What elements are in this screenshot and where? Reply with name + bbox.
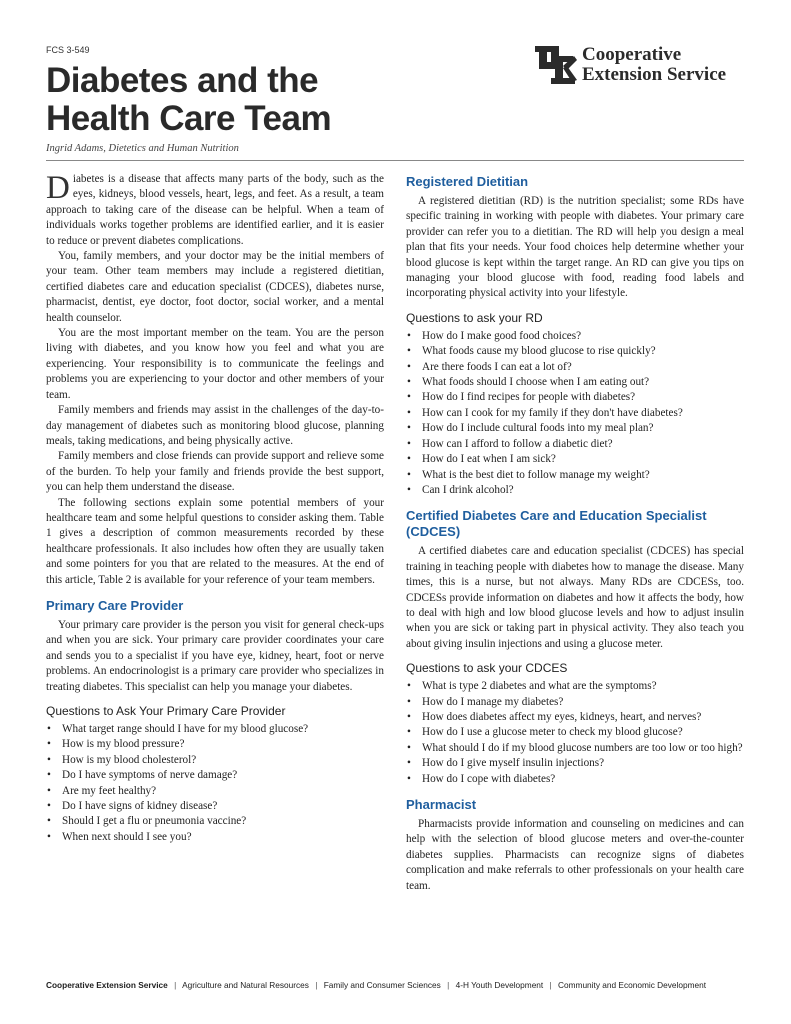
- title-line-2: Health Care Team: [46, 99, 332, 138]
- uk-extension-logo: [534, 44, 749, 86]
- list-item: • Can I drink alcohol?: [420, 483, 744, 498]
- list-item: • How do I use a glucose meter to check my blood glucose?: [420, 725, 744, 740]
- list-item: • What is the best diet to follow manage my weight?: [420, 468, 744, 483]
- list-item: • How do I manage my diabetes?: [420, 695, 744, 710]
- list-item: • Are my feet healthy?: [60, 784, 384, 799]
- registered-dietitian-text: A registered dietitian (RD) is the nutrition specialist; some RDs have specific training in working with people with diabetes. Your primary care provider can refer you to a dietitian. The RD will help you design a meal plan that fits your needs. Your food choices help determine whether your blood glucose is kept within the target range. An RD can give you tips on managing your blood glucose with food, reading food labels and incorporating physical activity into your lifestyle.: [406, 195, 744, 300]
- cdces-text: A certified diabetes care and education specialist (CDCES) has special training in teaching people with diabetes how to manage the disease. Many times, this is a nurse, but not always. Many RDs are CDCESs, too. CDCESs provide information on diabetes and how it affects the body, how to deal with high and low blood glucose levels and how to adjust insulin when you are sick or taking part in physical activity. They also teach you about giving insulin injections and using a glucose meter.: [406, 545, 744, 650]
- list-item: • How can I afford to follow a diabetic diet?: [420, 437, 744, 452]
- paragraph-team-members: You, family members, and your doctor may be the initial members of your team. Other team members may include a registered dietitian, certified diabetes care and education specialist (CDCES), diabetes nurse, pharmacist, dentist, eye doctor, foot doctor, social worker, and a mental health counselor.: [46, 250, 384, 324]
- questions-heading-primary-care: Questions to Ask Your Primary Care Provider: [46, 704, 286, 718]
- logo-text-cooperative: Cooperative: [582, 44, 682, 65]
- list-item: • How do I eat when I am sick?: [420, 452, 744, 467]
- list-item: • How does diabetes affect my eyes, kidneys, heart, and nerves?: [420, 710, 744, 725]
- primary-care-questions-list: [46, 722, 384, 845]
- left-column: [46, 172, 384, 845]
- paragraph-support: Family members and close friends can provide support and relieve some of the burden. To help your family and friends provide the best support, you can help them understand the disease.: [46, 450, 384, 494]
- list-item: • What foods cause my blood glucose to rise quickly?: [420, 344, 744, 359]
- list-item: • Should I get a flu or pneumonia vaccine?: [60, 814, 384, 829]
- header-divider: [46, 160, 744, 161]
- paragraph-family: Family members and friends may assist in the challenges of the day-to-day management of diabetes such as monitoring blood glucose, planning meals, taking medications, and being physically active.: [46, 404, 384, 447]
- intro-paragraph: [46, 172, 384, 249]
- footer-unit-fcs: Family and Consumer Sciences: [323, 980, 441, 990]
- list-item: • What foods should I choose when I am eating out?: [420, 375, 744, 390]
- author-byline: Ingrid Adams, Dietetics and Human Nutrition: [46, 143, 239, 154]
- list-item: • How is my blood pressure?: [60, 737, 384, 752]
- footer-unit-agriculture: Agriculture and Natural Resources: [182, 980, 309, 990]
- paragraph-you: You are the most important member on the team. You are the person living with diabetes, and you know how you feel and what you are experiencing. Your responsibility is to communicate the feelings and problems you are experiencing to your doctor and other members of your team.: [46, 327, 384, 401]
- footer-unit-community: Community and Economic Development: [558, 980, 707, 990]
- rd-questions-list: [406, 329, 744, 498]
- list-item: • How is my blood cholesterol?: [60, 753, 384, 768]
- list-item: • Do I have signs of kidney disease?: [60, 799, 384, 814]
- publication-number: FCS 3-549: [46, 45, 90, 55]
- list-item: • How do I make good food choices?: [420, 329, 744, 344]
- pharmacist-text: Pharmacists provide information and counseling on medicines and can help with the selection of blood glucose meters and over-the-counter diabetes supplies. Pharmacists can recognize signs of diabetes complication and make referrals to other professionals on your health care team.: [406, 818, 744, 892]
- section-heading-primary-care: Primary Care Provider: [46, 597, 184, 613]
- list-item: • What target range should I have for my blood glucose?: [60, 722, 384, 737]
- logo-text-extension-service: Extension Service: [582, 64, 727, 85]
- paragraph-sections: The following sections explain some potential members of your healthcare team and some helpful questions to consider asking them. Table 1 gives a description of common measurements recorded by these healthcare professionals. It also includes how often they are usually taken and some pointers for you that are related to the measures. At the end of this article, Table 2 is available for your reference of your team members.: [46, 496, 384, 586]
- questions-heading-rd: Questions to ask your RD: [406, 310, 543, 325]
- section-heading-cdces: Certified Diabetes Care and Education Specialist (CDCES): [406, 508, 707, 540]
- list-item: • How do I find recipes for people with diabetes?: [420, 390, 744, 405]
- right-column: [406, 172, 744, 894]
- drop-cap: D: [46, 170, 70, 206]
- questions-heading-cdces: Questions to ask your CDCES: [406, 661, 568, 676]
- footer-separator: |: [174, 980, 177, 990]
- list-item: • How do I include cultural foods into my meal plan?: [420, 421, 744, 436]
- list-item: • Are there foods I can eat a lot of?: [420, 360, 744, 375]
- footer-separator: |: [447, 980, 450, 990]
- list-item: • What should I do if my blood glucose numbers are too low or too high?: [420, 741, 744, 756]
- page-title: [46, 62, 331, 138]
- section-heading-registered-dietitian: Registered Dietitian: [406, 174, 529, 189]
- intro-text: iabetes is a disease that affects many parts of the body, such as the eyes, kidneys, blood vessels, heart, legs, and feet. As a result, a team approach to taking care of the disease can be helpful. When a team of individuals works together problems are identified earlier, and it is easier to reduce or prevent diabetes complications.: [46, 173, 384, 247]
- title-line-1: Diabetes and the: [46, 61, 319, 100]
- list-item: • Do I have symptoms of nerve damage?: [60, 768, 384, 783]
- footer-separator: |: [315, 980, 318, 990]
- footer-org: Cooperative Extension Service: [46, 980, 168, 990]
- uk-logo-icon: [534, 44, 578, 86]
- list-item: • What is type 2 diabetes and what are the symptoms?: [420, 679, 744, 694]
- footer-separator: |: [549, 980, 552, 990]
- list-item: • How can I cook for my family if they don't have diabetes?: [420, 406, 744, 421]
- page-footer: [46, 980, 706, 990]
- footer-unit-4h: 4-H Youth Development: [455, 980, 544, 990]
- cdces-questions-list: [406, 679, 744, 787]
- primary-care-text: Your primary care provider is the person you visit for general check-ups and when you are sick. Your primary care provider coordinates your care and sends you to a specialist if you have eye, kidney, heart, foot or nerve problems. An endocrinologist is a primary care provider who specializes in treating diabetes. This specialist can help you manage your diabetes.: [46, 618, 384, 693]
- list-item: • How do I cope with diabetes?: [420, 772, 744, 787]
- list-item: • How do I give myself insulin injections?: [420, 756, 744, 771]
- list-item: • When next should I see you?: [60, 830, 384, 845]
- section-heading-pharmacist: Pharmacist: [406, 797, 477, 812]
